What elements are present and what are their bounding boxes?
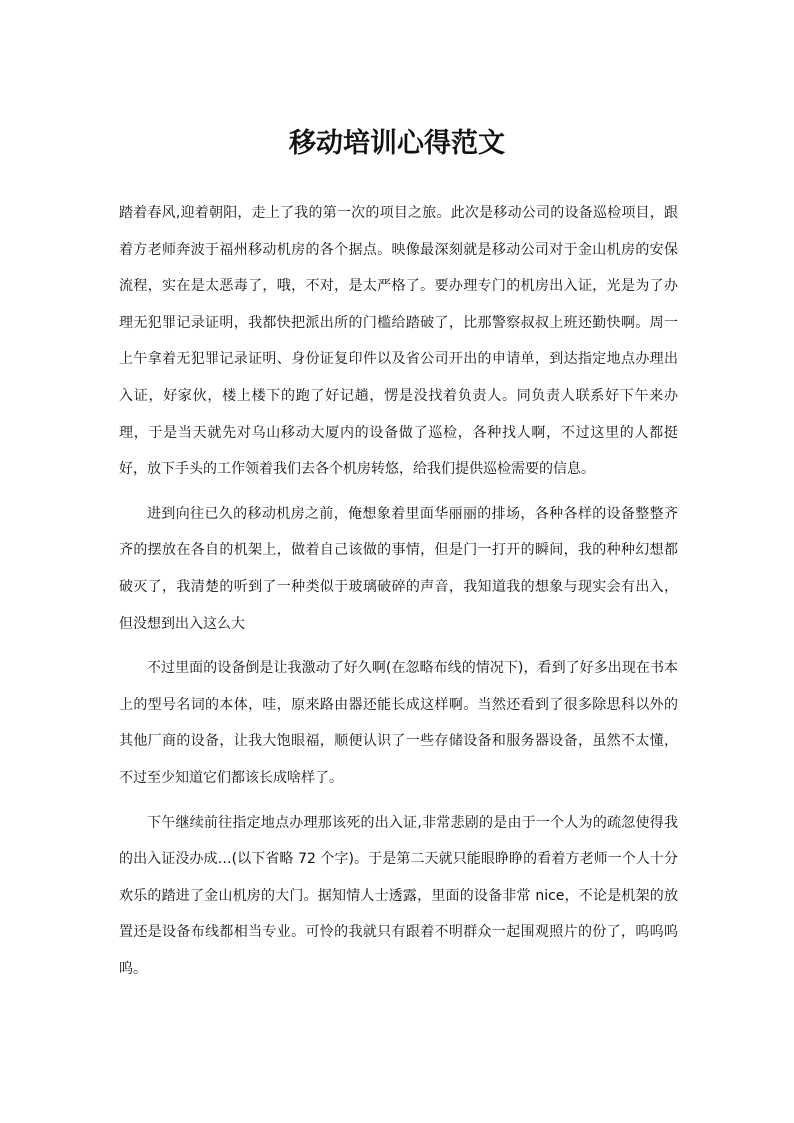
paragraph-3: 不过里面的设备倒是让我激动了好久啊(在忽略布线的情况下)，看到了好多出现在书本上的型号名词的本体，哇，原来路由器还能长成这样啊。当然还看到了很多除思科以外的其他厂商的设备，让我大饱眼福，顺便认识了一些存储设备和服务器设备，虽然不太懂，不过至少知道它们都该长成啥样了。: [119, 660, 678, 786]
paragraph-4: 下午继续前往指定地点办理那该死的出入证,非常悲剧的是由于一个人为的疏忽使得我的出入证没办成…(以下省略 72 个字)。于是第二天就只能眼睁睁的看着方老师一个人十分欢乐的踏进了金山机房的大门。据知情人士透露，里面的设备非常 nice，不论是机架的放置还是设备布线都相当专业。可怜的我就只有跟着不明群众一起围观照片的份了，呜呜呜呜。: [119, 814, 678, 977]
document-body: [119, 195, 678, 995]
paragraph-2: 进到向往已久的移动机房之前，俺想象着里面华丽丽的排场，各种各样的设备整整齐齐的摆放在各自的机架上，做着自己该做的事情，但是门一打开的瞬间，我的种种幻想都破灭了，我清楚的听到了一种类似于玻璃破碎的声音，我知道我的想象与现实会有出入，但没想到出入这么大: [119, 505, 678, 632]
paragraph-1: 踏着春风,迎着朝阳，走上了我的第一次的项目之旅。此次是移动公司的设备巡检项目，跟着方老师奔波于福州移动机房的各个据点。映像最深刻就是移动公司对于金山机房的安保流程，实在是太恶毒了，哦，不对，是太严格了。要办理专门的机房出入证，光是为了办理无犯罪记录证明，我都快把派出所的门槛给踏破了，比那警察叔叔上班还勤快啊。周一上午拿着无犯罪记录证明、身份证复印件以及省公司开出的申请单，到达指定地点办理出入证，好家伙，楼上楼下的跑了好记趟，愣是没找着负责人。同负责人联系好下午来办理，于是当天就先对乌山移动大厦内的设备做了巡检，各种找人啊，不过这里的人都挺好，放下手头的工作领着我们去各个机房转悠，给我们提供巡检需要的信息。: [119, 205, 678, 478]
document-title: 移动培训心得范文: [289, 128, 505, 159]
